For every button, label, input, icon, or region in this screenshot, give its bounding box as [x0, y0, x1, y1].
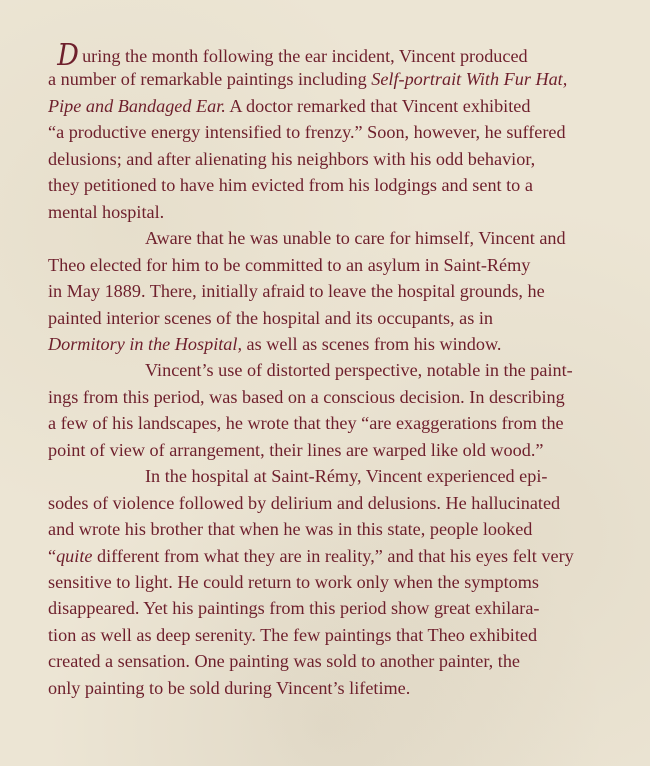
italic-title: Dormitory in the Hospital, [48, 333, 242, 354]
text-line [48, 516, 532, 542]
text-line [145, 463, 547, 489]
text-line [48, 595, 539, 621]
italic-title: Self-portrait With Fur Hat, [371, 69, 568, 90]
text-run: different from what they are in reality,” and that his eyes felt very [92, 545, 574, 566]
drop-cap: D [57, 38, 79, 73]
text-run: A doctor remarked that Vincent exhibited [225, 95, 531, 116]
text-line [48, 331, 501, 357]
text-run: only painting to be sold during Vincent’s lifetime. [48, 677, 411, 698]
text-line [48, 410, 564, 436]
text-run: ings from this period, was based on a conscious decision. In describing [48, 386, 565, 407]
text-run: “ [48, 545, 57, 566]
text-run: Vincent’s use of distorted perspective, notable in the paint- [145, 360, 573, 381]
text-run: mental hospital. [48, 201, 165, 222]
text-line [48, 278, 545, 304]
text-line [48, 675, 410, 701]
text-line [48, 199, 164, 225]
italic-title: quite [56, 545, 93, 566]
text-line [48, 569, 539, 595]
text-run: point of view of arrangement, their lines are warped like old wood.” [48, 439, 544, 460]
text-run: tion as well as deep serenity. The few paintings that Theo exhibited [48, 624, 538, 645]
text-line [48, 146, 535, 172]
text-line [48, 66, 567, 92]
text-line [145, 357, 573, 383]
text-line [48, 437, 543, 463]
text-line [56, 38, 528, 73]
text-run: delusions; and after alienating his neighbors with his odd behavior, [48, 148, 536, 169]
text-line [48, 384, 565, 410]
text-run: sodes of violence followed by delirium and delusions. He hallucinated [48, 492, 561, 513]
text-line [48, 490, 560, 516]
text-line [48, 543, 574, 569]
text-run: they petitioned to have him evicted from his lodgings and sent to a [48, 175, 533, 196]
text-line [48, 648, 520, 674]
text-run: as well as scenes from his window. [242, 333, 502, 354]
text-line [145, 225, 566, 251]
text-run: a number of remarkable paintings including [48, 69, 372, 90]
text-run: in May 1889. There, initially afraid to leave the hospital grounds, he [48, 281, 545, 302]
text-run: painted interior scenes of the hospital and its occupants, as in [48, 307, 493, 328]
text-line [48, 622, 537, 648]
text-run: Aware that he was unable to care for himself, Vincent and [145, 228, 566, 249]
text-run: a few of his landscapes, he wrote that they “are exaggerations from the [48, 413, 564, 434]
text-run: “a productive energy intensified to frenzy.” Soon, however, he suffered [48, 122, 566, 143]
text-line [48, 93, 530, 119]
italic-title: Pipe and Bandaged Ear. [48, 95, 226, 116]
text-run: uring the month following the ear incident, Vincent produced [82, 46, 528, 66]
text-line [48, 252, 530, 278]
text-run: sensitive to light. He could return to work only when the symptoms [48, 572, 540, 592]
text-line [48, 119, 566, 145]
text-run: and wrote his brother that when he was in this state, people looked [48, 519, 533, 540]
text-line [48, 305, 493, 331]
text-run: Theo elected for him to be committed to an asylum in Saint-Rémy [48, 254, 531, 275]
text-run: In the hospital at Saint-Rémy, Vincent experienced epi- [145, 466, 548, 487]
text-line [48, 172, 533, 198]
text-run: disappeared. Yet his paintings from this period show great exhilara- [48, 598, 540, 619]
text-run: created a sensation. One painting was sold to another painter, the [48, 651, 520, 672]
